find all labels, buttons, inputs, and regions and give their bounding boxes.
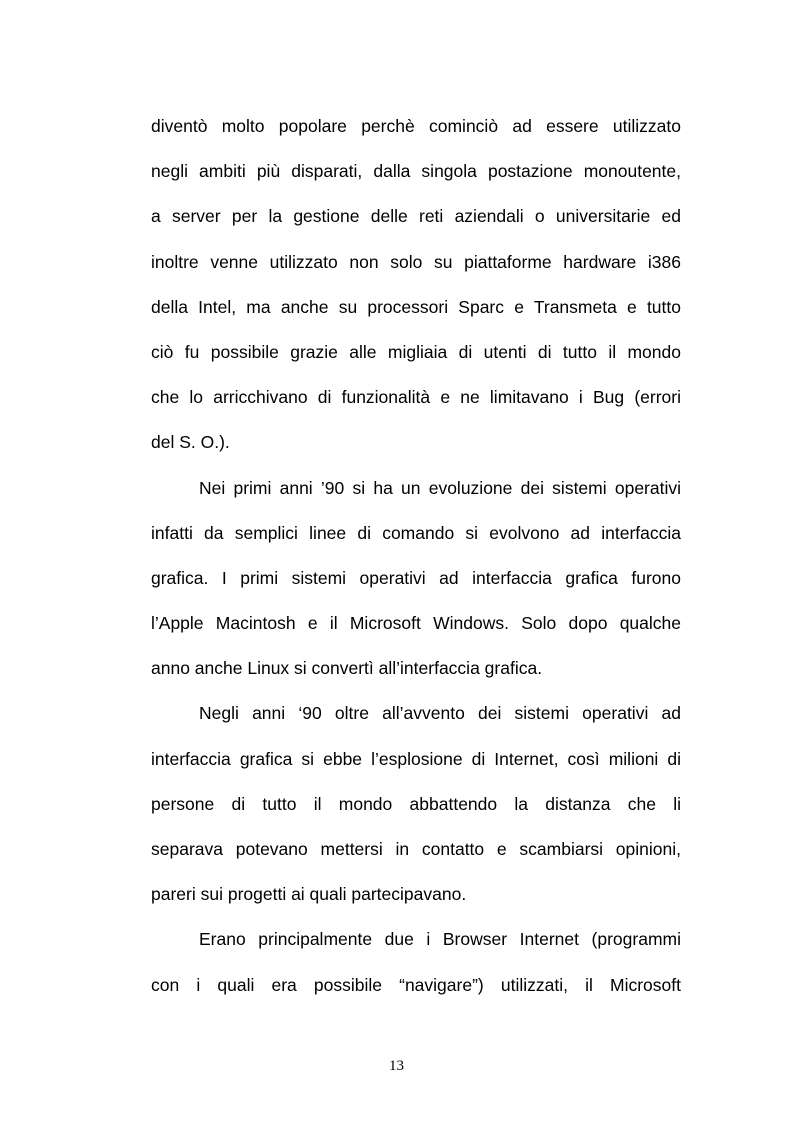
text-line: separava potevano mettersi in contatto e scambiarsi opinioni, [151, 839, 681, 859]
text-line: anno anche Linux si convertì all’interfaccia grafica. [151, 658, 543, 679]
text-line: infatti da semplici linee di comando si evolvono ad interfaccia [151, 522, 681, 543]
text-line: grafica. I primi sistemi operativi ad interfaccia grafica furono [151, 567, 681, 588]
text-line: interfaccia grafica si ebbe l’esplosione di Internet, così milioni di [151, 748, 681, 769]
page-number: 13 [389, 1058, 404, 1074]
text-line: Negli anni ‘90 oltre all’avvento dei sistemi operativi ad [199, 703, 681, 724]
text-line: a server per la gestione delle reti aziendali o universitarie ed [151, 206, 681, 227]
text-line: Nei primi anni ’90 si ha un evoluzione dei sistemi operativi [199, 477, 681, 498]
text-line: l’Apple Macintosh e il Microsoft Windows. Solo dopo qualche [151, 613, 681, 634]
text-line: negli ambiti più disparati, dalla singola postazione monoutente, [151, 161, 681, 182]
text-line: della Intel, ma anche su processori Sparc e Transmeta e tutto [151, 296, 681, 317]
text-line: pareri sui progetti ai quali partecipavano. [151, 884, 467, 905]
body-text [151, 107, 681, 1011]
text-line: del S. O.). [151, 432, 230, 453]
text-line: Erano principalmente due i Browser Internet (programmi [199, 929, 681, 950]
text-line: con i quali era possibile “navigare”) utilizzati, il Microsoft [151, 974, 681, 995]
text-line: persone di tutto il mondo abbattendo la distanza che li [151, 793, 681, 814]
text-line: diventò molto popolare perchè cominciò ad essere utilizzato [151, 116, 681, 136]
text-line: ciò fu possibile grazie alle migliaia di utenti di tutto il mondo [151, 341, 681, 362]
text-line: inoltre venne utilizzato non solo su piattaforme hardware i386 [151, 251, 681, 272]
text-line: che lo arricchivano di funzionalità e ne limitavano i Bug (errori [151, 387, 681, 408]
